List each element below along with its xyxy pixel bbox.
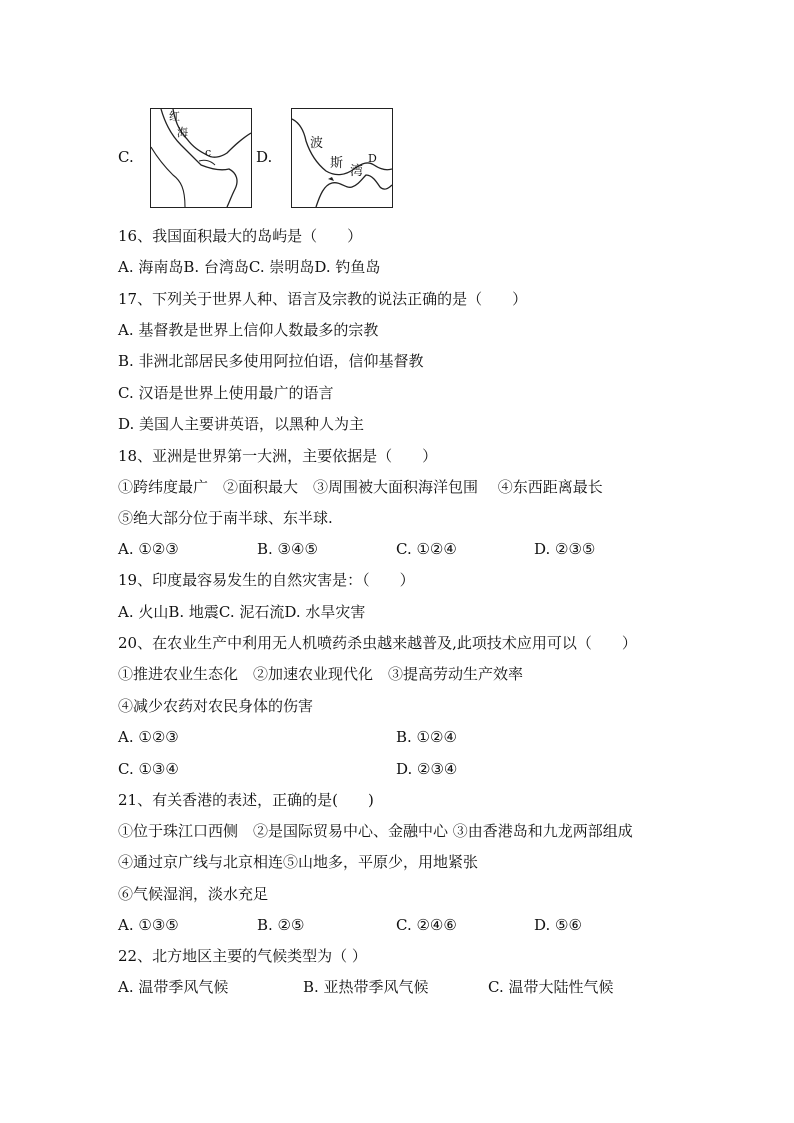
q21-statements-3: ⑥气候湿润，淡水充足 (118, 885, 269, 903)
q21-option-b: B. ②⑤ (257, 916, 305, 934)
q20-option-a: A. ①②③ (118, 728, 179, 746)
q18-option-d: D. ②③⑤ (534, 540, 596, 558)
q21-option-d: D. ⑤⑥ (534, 916, 582, 934)
question-18: 18、亚洲是世界第一大洲，主要依据是（ ） (118, 447, 438, 465)
q20-statements-2: ④减少农药对农民身体的伤害 (118, 697, 314, 715)
option-d-label: D. (256, 148, 273, 166)
question-20: 20、在农业生产中利用无人机喷药杀虫越来越普及,此项技术应用可以（ ） (118, 634, 637, 652)
option-c-label: C. (118, 148, 134, 166)
gulf-label-4: D (368, 152, 377, 165)
q18-option-c: C. ①②④ (396, 540, 457, 558)
q21-option-a: A. ①③⑤ (118, 916, 179, 934)
q20-statements-1: ①推进农业生态化 ②加速农业现代化 ③提高劳动生产效率 (118, 665, 524, 683)
q17-option-c: C. 汉语是世界上使用最广的语言 (118, 384, 334, 402)
q18-statements-2: ⑤绝大部分位于南半球、东半球. (118, 509, 333, 527)
q18-statements-1: ①跨纬度最广 ②面积最大 ③周围被大面积海洋包围 ④东西距离最长 (118, 478, 603, 496)
q19-options: A. 火山B. 地震C. 泥石流D. 水旱灾害 (118, 603, 366, 621)
q22-option-c: C. 温带大陆性气候 (488, 978, 614, 996)
question-16: 16、我国面积最大的岛屿是（ ） (118, 227, 363, 245)
q17-option-d: D. 美国人主要讲英语，以黑种人为主 (118, 415, 365, 433)
q21-option-c: C. ②④⑥ (396, 916, 457, 934)
question-22: 22、北方地区主要的气候类型为（ ） (118, 947, 367, 965)
q22-option-b: B. 亚热带季风气候 (303, 978, 429, 996)
red-sea-label-3: c (205, 146, 212, 159)
q18-option-b: B. ③④⑤ (257, 540, 318, 558)
gulf-label-1: 波 (310, 136, 324, 151)
map-red-sea (150, 108, 252, 208)
q17-option-a: A. 基督教是世界上信仰人数最多的宗教 (118, 321, 379, 339)
question-21: 21、有关香港的表述，正确的是( ) (118, 791, 374, 809)
q18-option-a: A. ①②③ (118, 540, 179, 558)
gulf-label-3: 湾 (350, 164, 364, 179)
q20-option-b: B. ①②④ (396, 728, 457, 746)
q22-option-a: A. 温带季风气候 (118, 978, 229, 996)
red-sea-label-1: 红 (169, 110, 180, 123)
question-19: 19、印度最容易发生的自然灾害是：（ ） (118, 571, 415, 589)
red-sea-label-2: 海 (177, 126, 188, 139)
map-persian-gulf (291, 108, 393, 208)
q21-statements-1: ①位于珠江口西侧 ②是国际贸易中心、金融中心 ③由香港岛和九龙两部组成 (118, 822, 633, 840)
q20-option-c: C. ①③④ (118, 760, 179, 778)
q21-statements-2: ④通过京广线与北京相连⑤山地多，平原少，用地紧张 (118, 853, 479, 871)
q16-options: A. 海南岛B. 台湾岛C. 崇明岛D. 钓鱼岛 (118, 258, 381, 276)
q20-option-d: D. ②③④ (396, 760, 458, 778)
question-17: 17、下列关于世界人种、语言及宗教的说法正确的是（ ） (118, 290, 528, 308)
gulf-label-2: 斯 (330, 156, 344, 171)
q17-option-b: B. 非洲北部居民多使用阿拉伯语，信仰基督教 (118, 352, 424, 370)
red-sea-map-icon (151, 109, 251, 207)
